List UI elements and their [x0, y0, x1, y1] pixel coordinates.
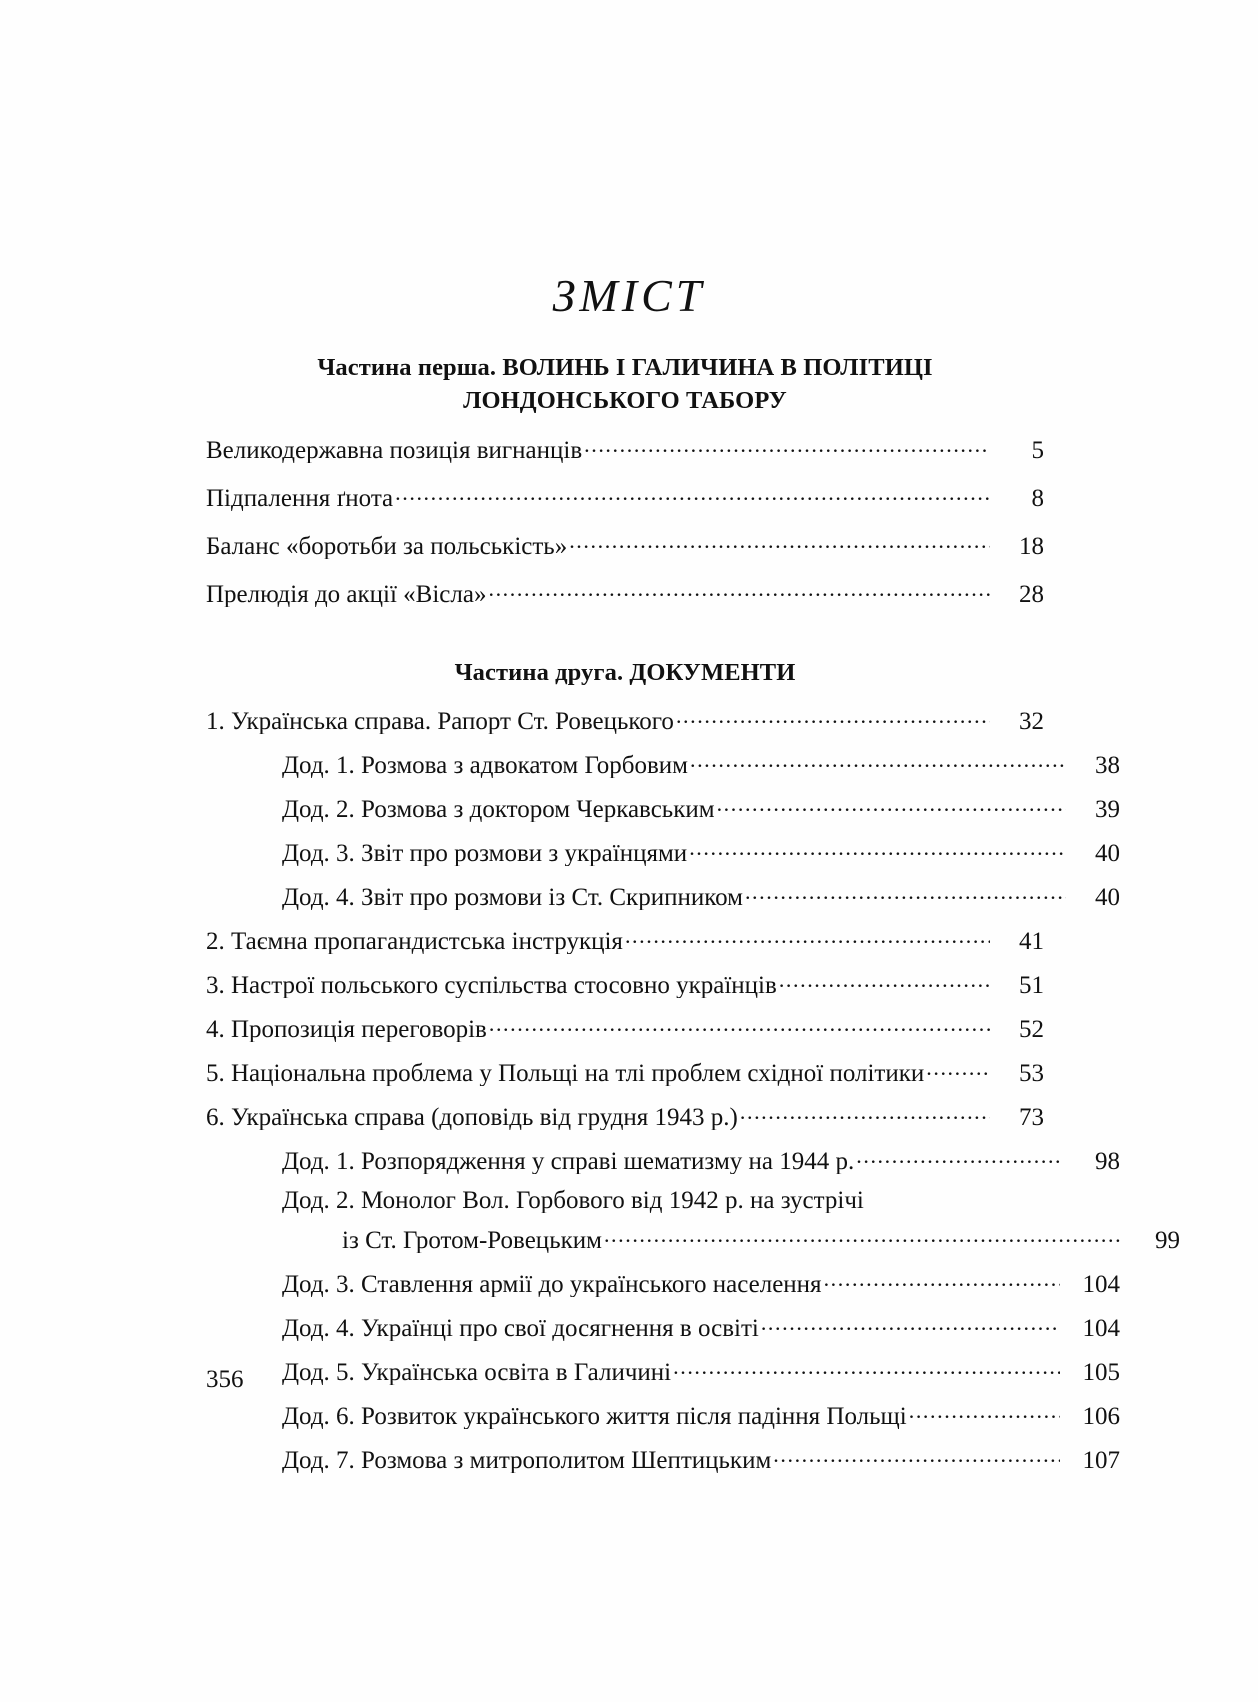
toc-entry-page: 105: [1082, 1358, 1120, 1386]
dot-leader: [625, 924, 990, 949]
toc-entry-page: 98: [1095, 1147, 1120, 1175]
toc-entry-page: 51: [1019, 971, 1044, 999]
toc-entry-label: 5. Національна проблема у Польщі на тлі проблем східної політики: [206, 1060, 925, 1086]
toc-entry-page: 107: [1082, 1446, 1120, 1474]
toc-entry-page: 73: [1019, 1103, 1044, 1131]
toc-entry-label: 6. Українська справа (доповідь від грудня 1943 р.): [206, 1104, 738, 1130]
toc-content: [206, 352, 1180, 1487]
toc-entry[interactable]: [206, 1100, 1044, 1130]
toc-entry[interactable]: [206, 1144, 1120, 1174]
toc-entry[interactable]: [206, 924, 1044, 954]
toc-entry-label: Дод. 1. Розмова з адвокатом Горбовим: [282, 752, 688, 778]
dot-leader: [673, 1355, 1060, 1380]
toc-entry-label: 3. Настрої польського суспільства стосовно українців: [206, 972, 777, 998]
toc-entry[interactable]: [206, 968, 1044, 998]
dot-leader: [740, 1100, 990, 1125]
toc-entry-page: 8: [1031, 485, 1044, 513]
dot-leader: [824, 1267, 1060, 1292]
toc-entry-label: 1. Українська справа. Рапорт Ст. Ровецького: [206, 708, 674, 734]
toc-entry-page: 28: [1019, 581, 1044, 609]
part-two-heading: [206, 657, 1044, 690]
toc-entry-label: Дод. 4. Звіт про розмови із Ст. Скрипником: [282, 884, 743, 910]
toc-entry[interactable]: [206, 880, 1120, 910]
toc-entry[interactable]: [206, 704, 1044, 734]
dot-leader: [689, 836, 1066, 861]
toc-entry-label: Дод. 2. Монолог Вол. Горбового від 1942 р. на зустрічі: [282, 1187, 864, 1213]
toc-entry[interactable]: [206, 1188, 1120, 1213]
dot-leader: [761, 1311, 1060, 1336]
toc-entry[interactable]: [206, 529, 1044, 559]
toc-entry-label: Дод. 6. Розвиток українського життя після падіння Польщі: [282, 1403, 907, 1429]
toc-entry-page: 106: [1082, 1402, 1120, 1430]
part-one-heading-line-1: Частина перша. ВОЛИНЬ І ГАЛИЧИНА В ПОЛІТИЦІ: [317, 354, 933, 381]
toc-entry-page: 53: [1019, 1059, 1044, 1087]
toc-list-part-one: [206, 433, 1044, 607]
toc-entry-page: 104: [1082, 1314, 1120, 1342]
dot-leader: [745, 880, 1066, 905]
dot-leader: [489, 1012, 990, 1037]
dot-leader: [690, 748, 1066, 773]
toc-entry[interactable]: [206, 1355, 1120, 1385]
toc-entry-page: 39: [1095, 795, 1120, 823]
dot-leader: [926, 1056, 990, 1081]
toc-entry-page: 18: [1019, 533, 1044, 561]
toc-entry[interactable]: [206, 1311, 1120, 1341]
page-title: ЗМІСТ: [552, 269, 706, 321]
dot-leader: [569, 529, 990, 554]
toc-entry-label: Дод. 2. Розмова з доктором Черкавським: [282, 796, 715, 822]
dot-leader: [676, 704, 990, 729]
toc-entry-page: 5: [1031, 437, 1044, 465]
part-one-heading-line-2: ЛОНДОНСЬКОГО ТАБОРУ: [463, 386, 787, 414]
toc-entry-page: 40: [1095, 839, 1120, 867]
toc-entry[interactable]: [206, 481, 1044, 511]
dot-leader: [773, 1443, 1060, 1468]
toc-entry-label: Дод. 3. Звіт про розмови з українцями: [282, 840, 688, 866]
toc-entry[interactable]: [206, 748, 1120, 778]
dot-leader: [856, 1144, 1060, 1169]
toc-entry-label: Дод. 5. Українська освіта в Галичині: [282, 1359, 672, 1385]
toc-entry-label: Прелюдія до акції «Вісла»: [206, 582, 487, 608]
toc-entry-label: 2. Таємна пропагандистська інструкція: [206, 928, 623, 954]
toc-entry-label: Дод. 4. Українці про свої досягнення в освіті: [282, 1315, 759, 1341]
toc-entry-label: Дод. 7. Розмова з митрополитом Шептицьким: [282, 1447, 772, 1473]
part-one-heading: [206, 352, 1044, 417]
toc-entry-label: Підпалення ґнота: [206, 486, 394, 512]
toc-entry-label: Дод. 3. Ставлення армії до українського населення: [282, 1271, 822, 1297]
dot-leader: [909, 1399, 1060, 1424]
toc-entry[interactable]: [206, 1267, 1120, 1297]
dot-leader: [584, 433, 990, 458]
toc-entry[interactable]: [206, 1056, 1044, 1086]
toc-entry-label: Баланс «боротьби за польськість»: [206, 534, 568, 560]
toc-entry-label: Великодержавна позиція вигнанців: [206, 438, 583, 464]
toc-entry-page: 104: [1082, 1270, 1120, 1298]
toc-list-part-two: [206, 704, 1180, 1474]
toc-entry-label: Дод. 1. Розпорядження у справі шематизму на 1944 р.: [282, 1148, 855, 1174]
toc-entry[interactable]: [206, 433, 1044, 463]
dot-leader: [604, 1223, 1120, 1248]
part-two-heading-line-1: Частина друга. ДОКУМЕНТИ: [454, 659, 796, 687]
toc-entry-label: 4. Пропозиція переговорів: [206, 1016, 487, 1042]
toc-entry[interactable]: [206, 1399, 1120, 1429]
toc-entry-page: 32: [1019, 707, 1044, 735]
page-folio: 356: [206, 1366, 244, 1393]
toc-entry[interactable]: [206, 577, 1044, 607]
toc-entry-page: 40: [1095, 883, 1120, 911]
dot-leader: [779, 968, 990, 993]
toc-entry[interactable]: [206, 1443, 1120, 1473]
toc-entry-page: 38: [1095, 751, 1120, 779]
dot-leader: [395, 481, 990, 506]
toc-entry-page: 52: [1019, 1015, 1044, 1043]
toc-entry-page: 99: [1155, 1226, 1180, 1254]
toc-entry[interactable]: [206, 1012, 1044, 1042]
toc-entry-page: 41: [1019, 927, 1044, 955]
toc-entry-label: із Ст. Гротом-Ровецьким: [342, 1227, 602, 1253]
toc-entry-continuation[interactable]: [206, 1223, 1180, 1253]
toc-entry[interactable]: [206, 792, 1120, 822]
dot-leader: [717, 792, 1066, 817]
toc-entry[interactable]: [206, 836, 1120, 866]
dot-leader: [488, 577, 990, 602]
